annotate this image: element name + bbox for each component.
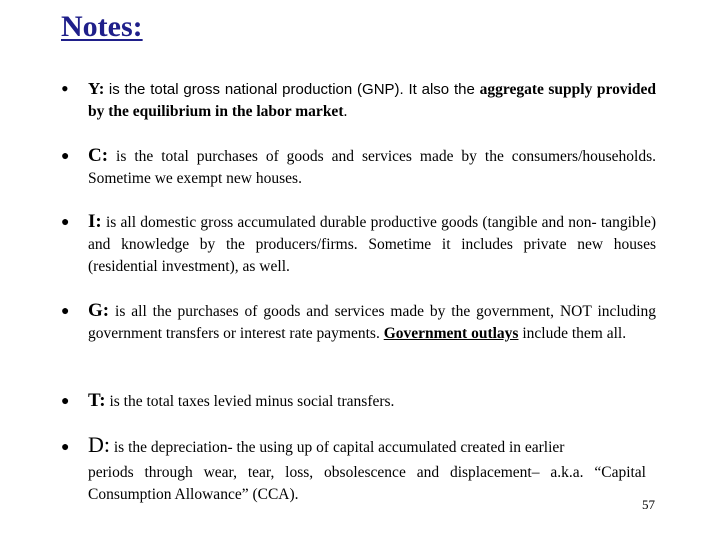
- bullet-icon: ●: [61, 149, 70, 164]
- item-text: [88, 145, 656, 190]
- list-item-c: [61, 145, 656, 195]
- page-number: 57: [642, 497, 655, 512]
- page-title: Notes:: [61, 10, 143, 43]
- item-description: is all domestic gross accumulated durable productive goods (tangible and non- tangible) and knowledge by the producers/firms. Sometime it includes private new houses (residential investment), as well.: [88, 214, 657, 275]
- bullet-icon: ●: [61, 394, 70, 409]
- list-item-g: [61, 300, 656, 370]
- item-text: [88, 211, 656, 278]
- item-label: I:: [88, 211, 102, 232]
- bullet-icon: ●: [61, 440, 70, 455]
- item-label: T:: [88, 390, 106, 411]
- item-description: is all the purchases of goods and services made by the government, NOT including government transfers or interest rate payments.: [88, 303, 657, 342]
- list-item-i: [61, 211, 656, 281]
- item-text-continued: [88, 462, 646, 506]
- bullet-icon: ●: [61, 215, 70, 230]
- item-description: is the depreciation- the using up of capital accumulated created in earlier: [113, 439, 565, 456]
- item-label: G:: [88, 300, 110, 321]
- bullet-icon: ●: [61, 304, 70, 319]
- item-description-end: .: [343, 103, 348, 120]
- list-item-t: [61, 390, 656, 416]
- bullet-icon: •: [61, 76, 69, 101]
- item-text: [88, 300, 656, 345]
- list-item-y: [61, 78, 656, 128]
- item-description-end: periods through wear, tear, loss, obsolescence and displacement– a.k.a. “Capital Consumption Allowance” (CCA).: [88, 464, 646, 503]
- list-item-d: [61, 434, 656, 514]
- item-label: C:: [88, 145, 109, 166]
- item-text: [88, 390, 656, 413]
- item-text: [88, 434, 656, 459]
- item-description: is the total taxes levied minus social transfers.: [109, 393, 395, 410]
- item-description: is the total gross national production (GNP). It also the: [108, 81, 480, 98]
- item-label: Y:: [88, 79, 105, 98]
- item-text: [88, 78, 656, 123]
- item-description: is the total purchases of goods and services made by the consumers/households. Sometime we exempt new houses.: [88, 148, 657, 187]
- item-underline: Government outlays: [383, 325, 519, 342]
- item-label: D:: [88, 432, 110, 457]
- item-emphasis: aggregate supply provided by the equilibrium in the labor market: [88, 81, 656, 120]
- item-description-end: include them all.: [518, 325, 627, 342]
